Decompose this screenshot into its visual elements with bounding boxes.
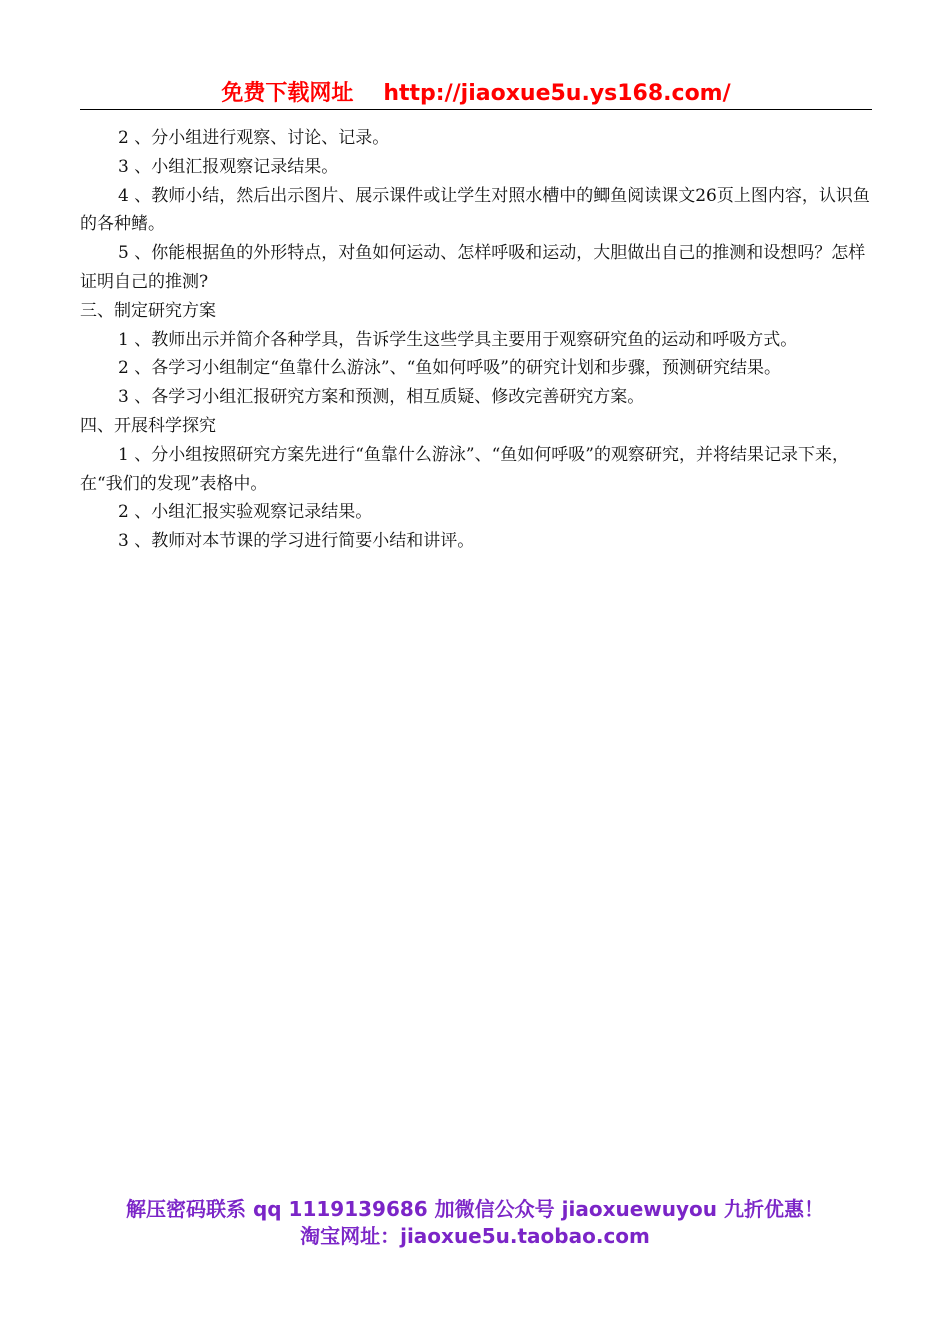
step-line: 1 、教师出示并简介各种学具，告诉学生这些学具主要用于观察研究鱼的运动和呼吸方式。 [118, 329, 798, 350]
step-line: 2 、分小组进行观察、讨论、记录。 [118, 128, 390, 148]
step-line: 5 、你能根据鱼的外形特点，对鱼如何运动、怎样呼吸和运动，大胆做出自己的推测和设想吗？怎样证明自己的推测? [80, 243, 866, 292]
section-heading: 四、开展科学探究 [80, 415, 216, 436]
header-banner [80, 78, 872, 110]
step-line: 4 、教师小结，然后出示图片、展示课件或让学生对照水槽中的鲫鱼阅读课文26页上图内容，认识鱼的各种鳍。 [80, 185, 870, 235]
footer-banner [40, 1196, 910, 1250]
header-url-link[interactable]: http://jiaoxue5u.ys168.com/ [383, 81, 731, 106]
step-line: 3 、各学习小组汇报研究方案和预测，相互质疑、修改完善研究方案。 [118, 387, 645, 408]
document-body [80, 124, 872, 556]
section-heading: 三、制定研究方案 [80, 300, 216, 321]
step-line: 1 、分小组按照研究方案先进行“鱼靠什么游泳”、“鱼如何呼吸”的观察研究，并将结果记录下来，在“我们的发现”表格中。 [80, 444, 849, 494]
step-line: 3 、教师对本节课的学习进行简要小结和讲评。 [118, 531, 475, 552]
header-divider [80, 109, 872, 110]
header-label: 免费下载网址 [221, 81, 354, 106]
step-line: 2 、各学习小组制定“鱼靠什么游泳”、“鱼如何呼吸”的研究计划和步骤，预测研究结果。 [118, 358, 781, 379]
footer-contact-line: 解压密码联系 qq 1119139686 加微信公众号 jiaoxuewuyou 九折优惠！ [126, 1197, 824, 1221]
footer-shop-link[interactable]: 淘宝网址：jiaoxue5u.taobao.com [300, 1224, 650, 1248]
step-line: 3 、小组汇报观察记录结果。 [118, 156, 339, 177]
step-line: 2 、小组汇报实验观察记录结果。 [118, 502, 373, 523]
